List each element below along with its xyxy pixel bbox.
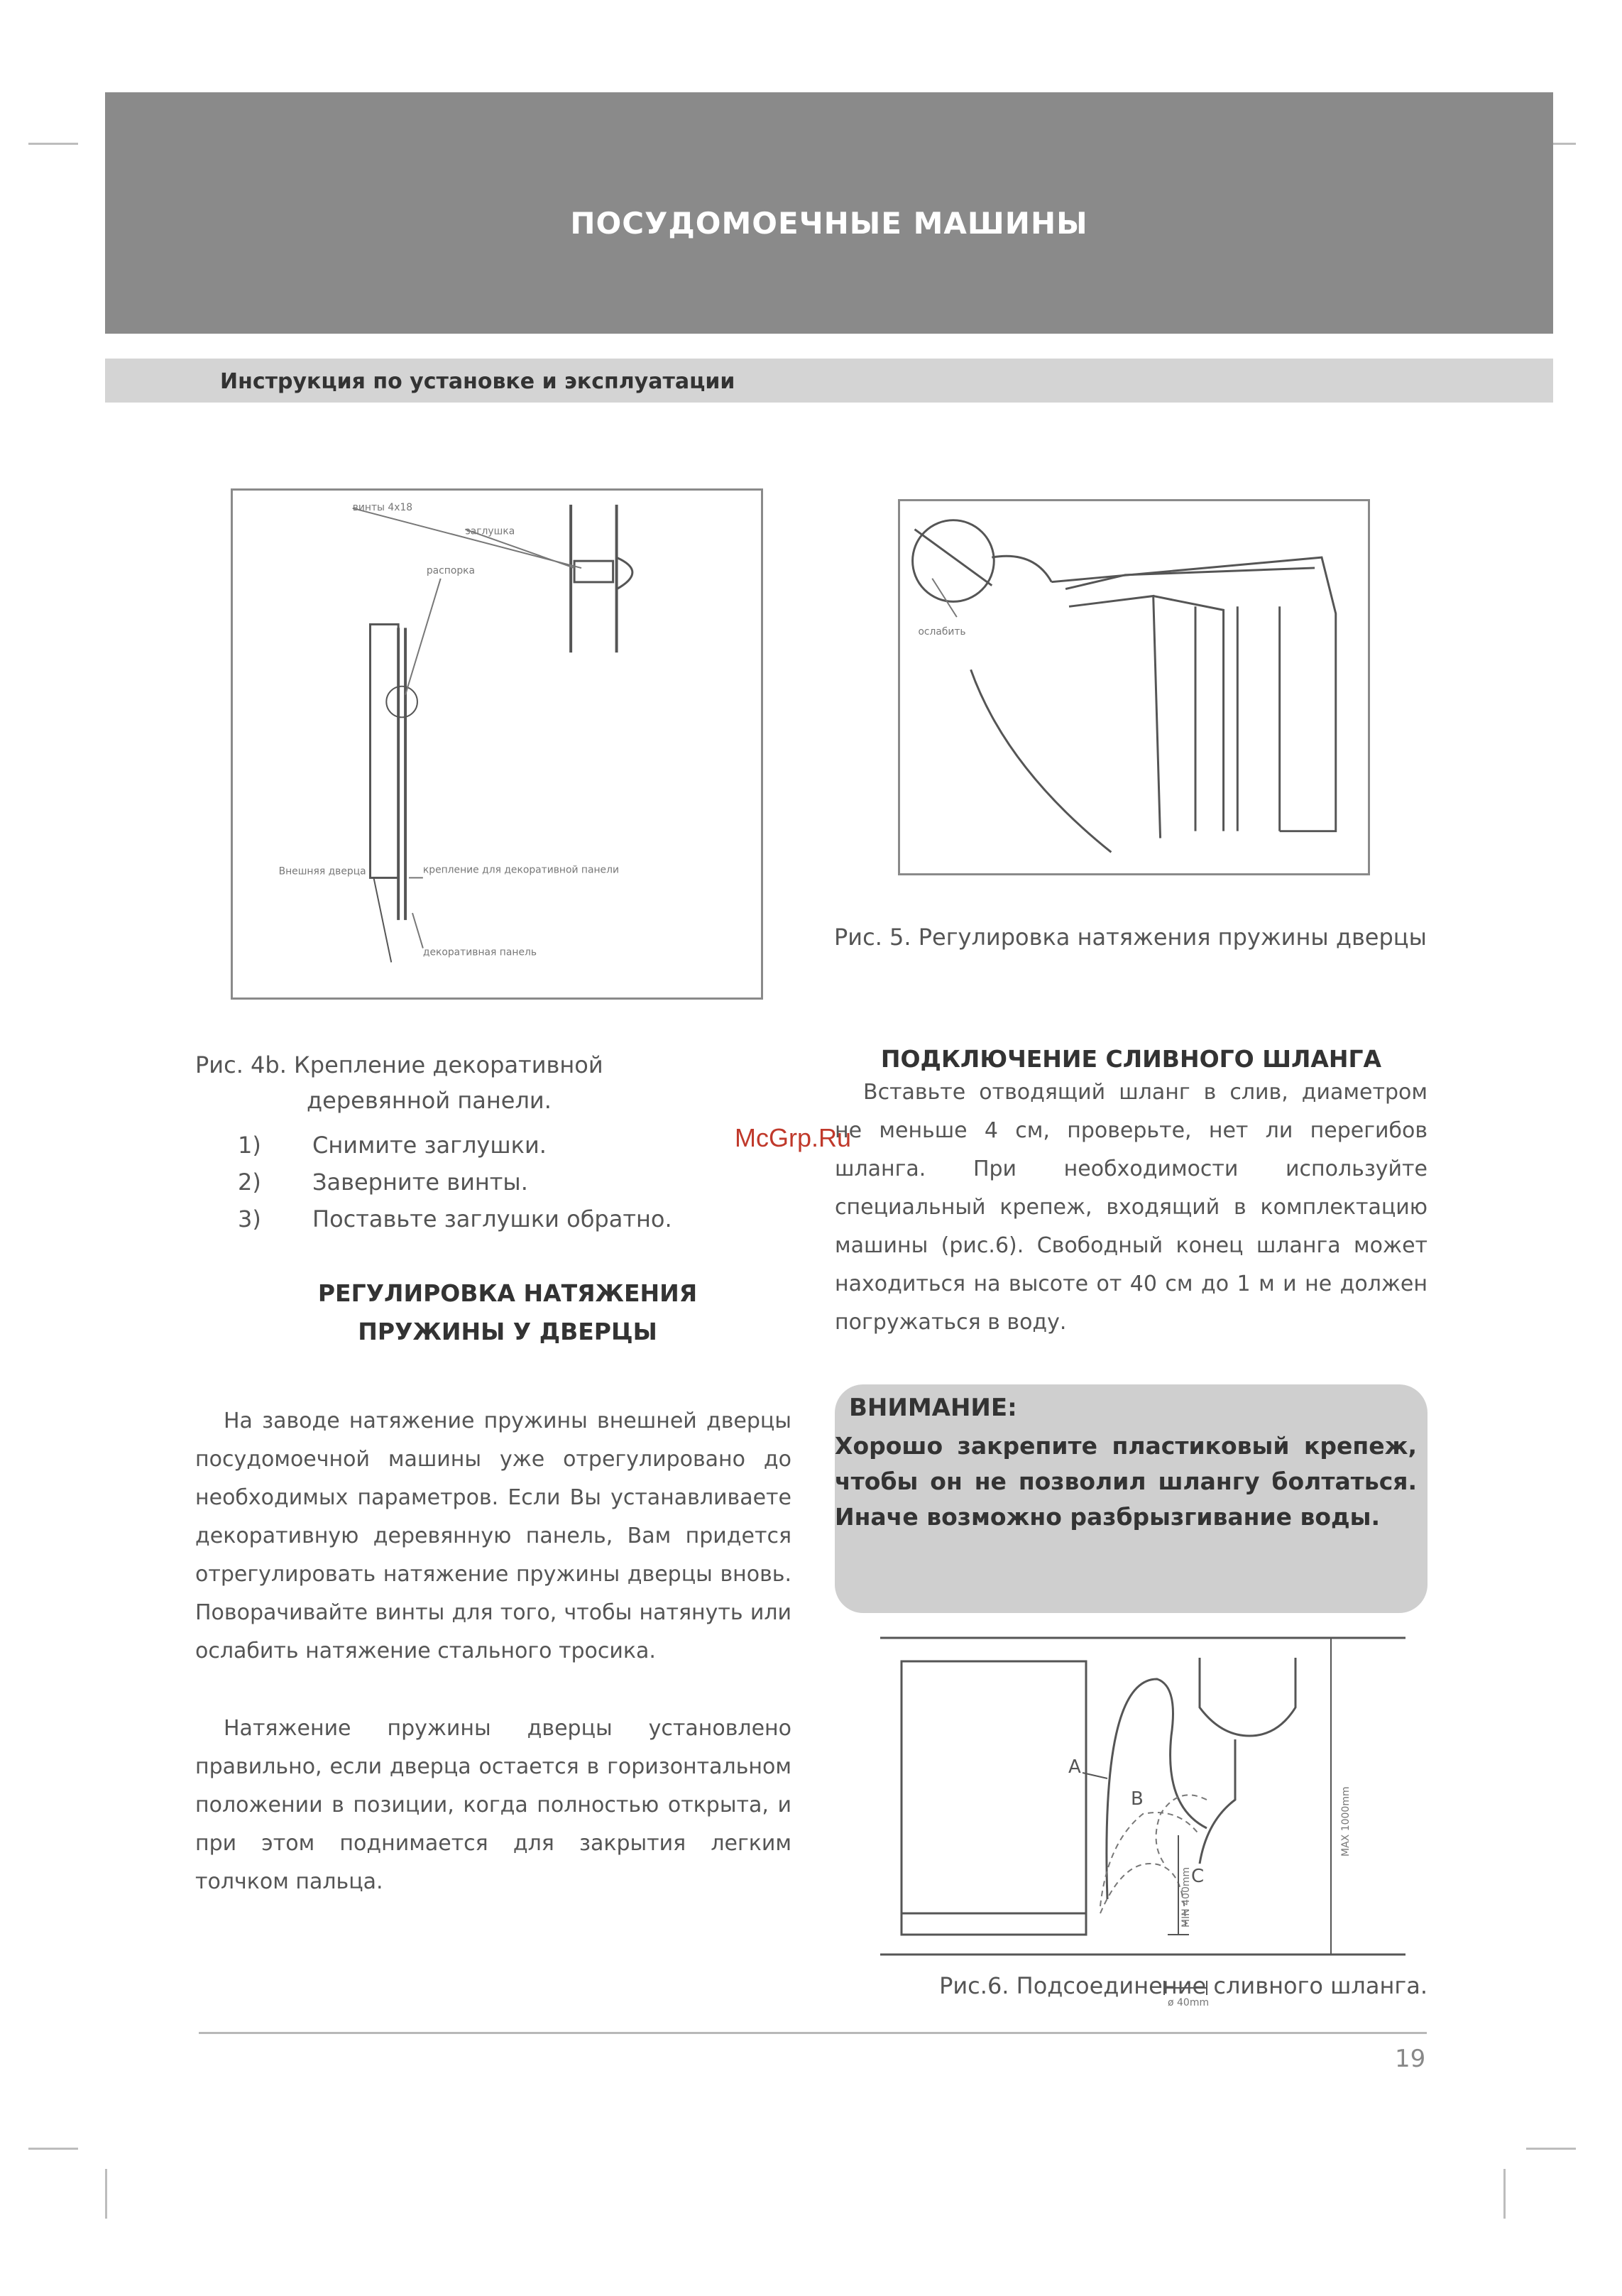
page-title: ПОСУДОМОЕЧНЫЕ МАШИНЫ	[570, 206, 1088, 241]
crop-mark	[1526, 2148, 1576, 2150]
label-outer-door: Внешняя дверца	[278, 865, 366, 878]
figure-6	[866, 1629, 1420, 2013]
label-plug: заглушка	[465, 525, 515, 537]
label-b: B	[1131, 1788, 1144, 1810]
warning-text: Хорошо закрепите пластиковый крепеж, чтобы он не позволил шлангу болтаться. Иначе возможно разбрызгивание воды.	[835, 1432, 1417, 1531]
label-min-height: MIN 400mm	[1180, 1866, 1192, 1928]
list-item: 2) Заверните винты.	[238, 1169, 528, 1196]
section-heading-spring: РЕГУЛИРОВКА НАТЯЖЕНИЯ ПРУЖИНЫ У ДВЕРЦЫ	[317, 1279, 698, 1345]
outer-door-shape	[371, 624, 399, 878]
figure-5	[898, 499, 1370, 875]
label-loosen: ослабить	[918, 625, 966, 638]
label-decor-panel: декоративная панель	[422, 946, 537, 958]
steps-list	[238, 1127, 791, 1237]
watermark: McGrp.Ru	[735, 1123, 852, 1152]
spring-paragraph-1: На заводе натяжение пружины внешней дверцы посудомоечной машины уже отрегулировано до необходимых параметров. Если Вы устанавливаете декоративную деревянную панель, Вам придется отрегулировать натяжение пружины дверцы вновь. Поворачивайте винты для того, чтобы натянуть или ослабить натяжение стального тросика.	[195, 1409, 791, 1663]
crop-mark	[105, 2169, 107, 2219]
list-item: 1) Снимите заглушки.	[238, 1132, 547, 1159]
figure-4b-caption-line1: Рис. 4b. Крепление декоративной	[195, 1051, 603, 1078]
plug-shape	[574, 561, 613, 582]
crop-mark	[28, 2148, 78, 2150]
label-c: C	[1191, 1866, 1205, 1887]
figure-4b-caption-line2: деревянной панели.	[307, 1087, 552, 1114]
crop-mark	[28, 143, 78, 145]
label-diameter: ø 40mm	[1168, 1997, 1210, 2008]
footer-divider	[199, 2032, 1427, 2034]
page-subtitle: Инструкция по установке и эксплуатации	[220, 369, 735, 394]
label-spacer: распорка	[426, 565, 476, 577]
section-heading-hose: ПОДКЛЮЧЕНИЕ СЛИВНОГО ШЛАНГА	[880, 1045, 1382, 1073]
hose-paragraph: Вставьте отводящий шланг в слив, диаметром не меньше 4 см, проверьте, нет ли перегибов шланга. При необходимости используйте специальный крепеж, входящий в комплектацию машины (рис.6). Свободный конец шланга может находиться на высоте от 40 см до 1 м и не должен погружаться в воду.	[835, 1080, 1428, 1335]
figure-6-caption: Рис.6. Подсоединение сливного шланга.	[939, 1972, 1428, 1999]
figure-5-caption: Рис. 5. Регулировка натяжения пружины дверцы	[834, 924, 1427, 951]
label-a: A	[1068, 1756, 1081, 1778]
page-number: 19	[1395, 2045, 1426, 2073]
list-item: 3) Поставьте заглушки обратно.	[238, 1206, 672, 1232]
label-screws: винты 4х18	[352, 501, 413, 513]
figure-4b-drawing	[233, 491, 761, 997]
figure-6-drawing	[866, 1629, 1420, 2013]
label-mount: крепление для декоративной панели	[422, 864, 619, 876]
warning-title: ВНИМАНИЕ:	[849, 1394, 1017, 1422]
figure-5-drawing	[900, 501, 1368, 873]
crop-mark	[1503, 2169, 1506, 2219]
spring-paragraph-2: Натяжение пружины дверцы установлено правильно, если дверца остается в горизонтальном положении в позиции, когда полностью открыта, и при этом поднимается для закрытия легким толчком пальца.	[195, 1716, 791, 1894]
figure-4b	[231, 488, 763, 1000]
label-max-height: MAX 1000mm	[1340, 1786, 1352, 1857]
